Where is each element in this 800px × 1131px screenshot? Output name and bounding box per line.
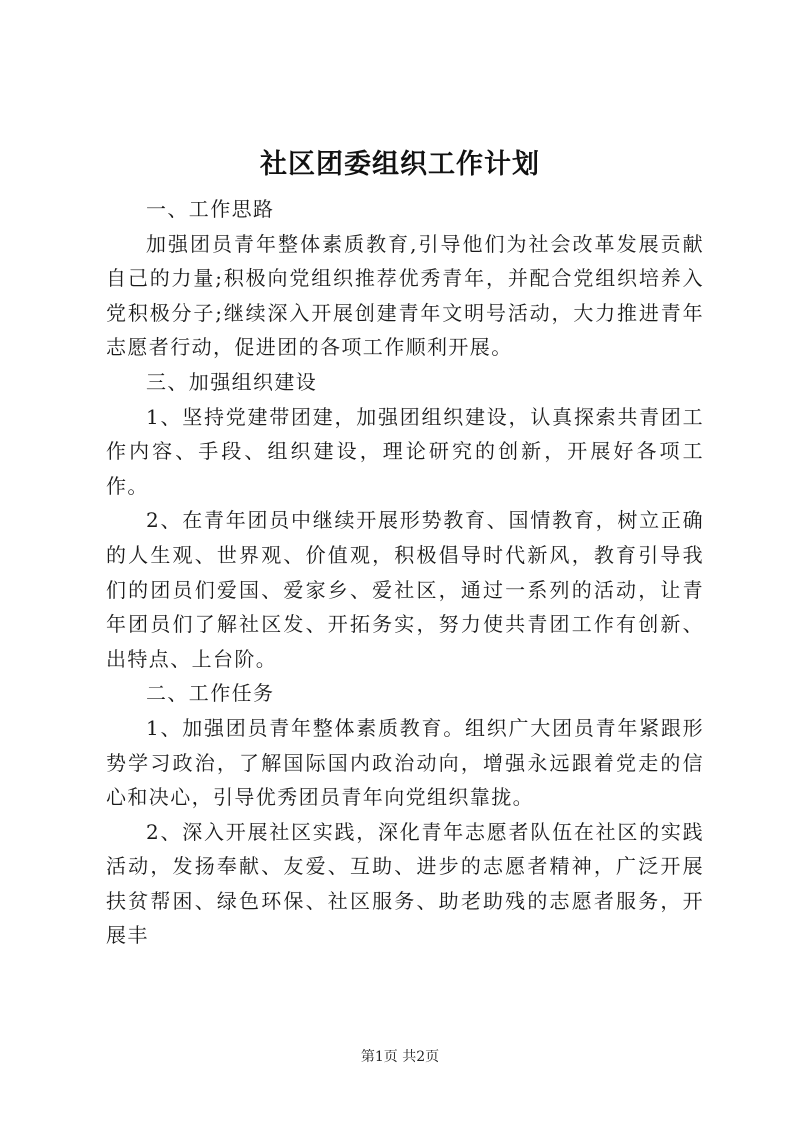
section-heading-work-tasks: 二、工作任务	[146, 681, 275, 706]
paragraph-work-ideas: 加强团员青年整体素质教育,引导他们为社会改革发展贡献自己的力量;积极向党组织推荐优秀青年，并配合党组织培养入党积极分子;继续深入开展创建青年文明号活动，大力推进青年志愿者行动，促进团的各项工作顺利开展。	[106, 231, 704, 360]
paragraph-organization-2: 2、在青年团员中继续开展形势教育、国情教育，树立正确的人生观、世界观、价值观，积极倡导时代新风，教育引导我们的团员们爱国、爱家乡、爱社区，通过一系列的活动，让青年团员们了解社区发、开拓务实，努力使共青团工作有创新、出特点、上台阶。	[106, 508, 704, 671]
document-title: 社区团委组织工作计划	[260, 149, 540, 180]
paragraph-work-tasks-1: 1、加强团员青年整体素质教育。组织广大团员青年紧跟形势学习政治，了解国际国内政治动向，增强永远跟着党走的信心和决心，引导优秀团员青年向党组织靠拢。	[106, 715, 704, 810]
paragraph-organization-1: 1、坚持党建带团建，加强团组织建设，认真探索共青团工作内容、手段、组织建设，理论研究的创新，开展好各项工作。	[106, 404, 704, 498]
section-heading-work-ideas: 一、工作思路	[146, 197, 275, 221]
section-heading-organization: 三、加强组织建设	[146, 369, 318, 394]
paragraph-work-tasks-2: 2、深入开展社区实践，深化青年志愿者队伍在社区的实践活动，发扬奉献、友爱、互助、进步的志愿者精神，广泛开展扶贫帮困、绿色环保、社区服务、助老助残的志愿者服务，开展丰	[106, 819, 704, 948]
document-body	[106, 192, 704, 953]
page-number-footer: 第1页 共2页	[360, 1049, 440, 1065]
